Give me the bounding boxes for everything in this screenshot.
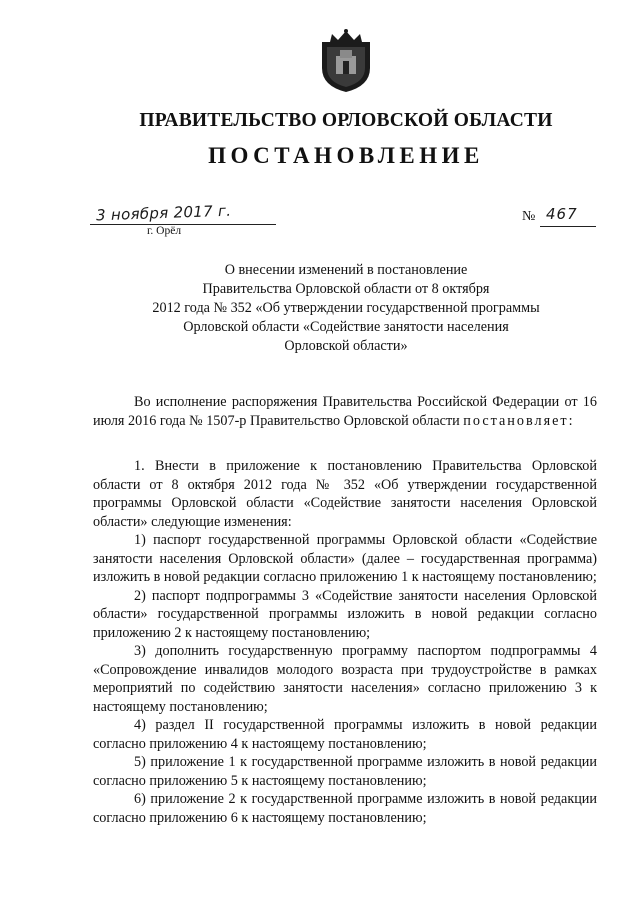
preamble-text: Во исполнение распоряжения Правительства Российской Федерации от 16 июля 2016 года № 1507-р Правительство Орловской области <box>93 394 597 429</box>
resolution-body <box>93 457 597 827</box>
subject-line: 2012 года № 352 «Об утверждении государственной программы <box>152 300 540 316</box>
preamble-paragraph <box>93 393 597 430</box>
preamble-resolves: постановляет: <box>463 412 575 429</box>
resolution-paragraph: 5) приложение 1 к государственной программе изложить в новой редакции согласно приложению 5 к настоящему постановлению; <box>93 754 597 789</box>
document-type-title: ПОСТАНОВЛЕНИЕ <box>208 143 484 168</box>
handwritten-date: 3 ноября 2017 г. <box>95 201 232 225</box>
document-subject <box>0 261 640 356</box>
subject-line: Правительства Орловской области от 8 октября <box>202 281 490 297</box>
resolution-paragraph: 3) дополнить государственную программу паспортом подпрограммы 4 «Сопровождение инвалидов молодого возраста при трудоустройстве в рамках мероприятий по содействию занятости населения» согласно приложению 3 к настоящему постановлению; <box>93 643 597 715</box>
resolution-paragraph: 1. Внести в приложение к постановлению Правительства Орловской области от 8 октября 2012 года № 352 «Об утверждении государственной программы Орловской области «Содействие занятости населения Орловской области» следующие изменения: <box>93 458 597 530</box>
resolution-paragraph: 6) приложение 2 к государственной программе изложить в новой редакции согласно приложению 6 к настоящему постановлению; <box>93 791 597 826</box>
number-underline <box>540 226 596 227</box>
subject-line: О внесении изменений в постановление <box>224 262 468 278</box>
government-title: ПРАВИТЕЛЬСТВО ОРЛОВСКОЙ ОБЛАСТИ <box>139 110 553 131</box>
subject-line: Орловской области» <box>284 338 408 354</box>
city-label: г. Орёл <box>147 225 182 237</box>
resolution-paragraph: 1) паспорт государственной программы Орловской области «Содействие занятости населения Орловской области» (далее – государственная программа) изложить в новой редакции согласно приложению 1 к настоящему постановлению; <box>93 532 597 585</box>
resolution-paragraph: 4) раздел II государственной программы изложить в новой редакции согласно приложению 4 к настоящему постановлению; <box>93 717 597 752</box>
handwritten-number: 467 <box>546 205 578 223</box>
resolution-paragraph: 2) паспорт подпрограммы 3 «Содействие занятости населения Орловской области» государственной программы изложить в новой редакции согласно приложению 2 к настоящему постановлению; <box>93 587 597 641</box>
date-underline <box>90 224 276 225</box>
number-label: № <box>522 209 536 224</box>
subject-line: Орловской области «Содействие занятости населения <box>183 319 509 335</box>
coat-of-arms-icon <box>316 28 376 94</box>
